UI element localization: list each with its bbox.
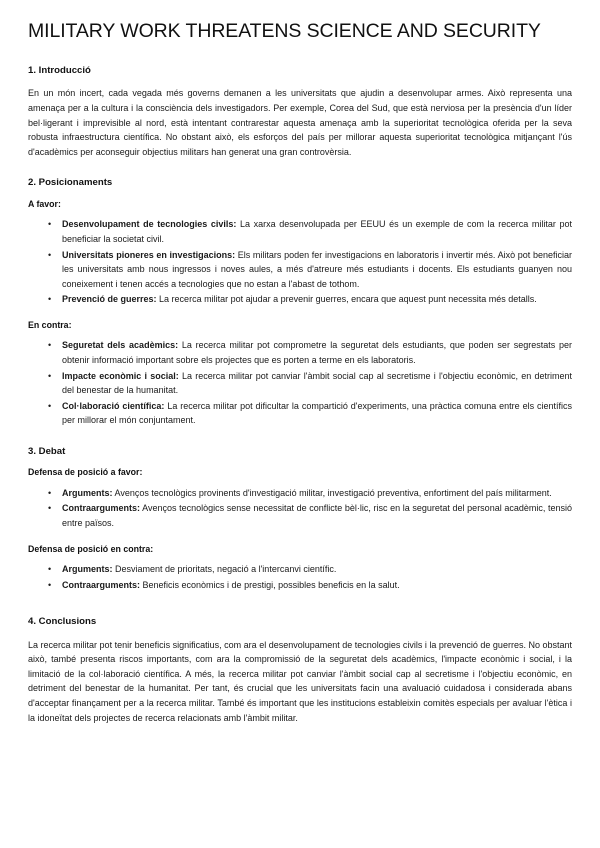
list-item-text: Els militars poden fer investigacions en laboratoris i invertir més. Això pot beneficiar les universitats amb nous ingressos i noves aules, a més d'atreure més estudiants i docents. Els estudiants guanyen nou coneixement i tenen accés a tecnologies que no estan a l'abast de tothom. <box>62 249 572 289</box>
list-item <box>28 338 572 367</box>
section-heading-conclusions: 4. Conclusions <box>28 616 97 628</box>
list-item-text: La recerca militar pot dificultar la compartició d'experiments, una pràctica comuna entre els científics per millorar el món conjuntament. <box>62 400 572 426</box>
list-item-text: La recerca militar pot canviar l'àmbit social cap al secretisme i l'objectiu econòmic, en detriment del benestar de la humanitat. <box>62 370 572 396</box>
list-item <box>28 217 572 246</box>
list-item-text: Avenços tecnològics sense necessitat de conflicte bèl·lic, risc en la seguretat del personal acadèmic, tensió entre països. <box>62 503 572 528</box>
list-item <box>28 501 572 530</box>
section-heading-posicionaments: 2. Posicionaments <box>28 177 113 189</box>
paragraph-conclusions: La recerca militar pot tenir beneficis significatius, com ara el desenvolupament de tecnologies civils i la prevenció de guerres. No obstant això, també presenta riscos importants, com ara la compromissió de la seguretat dels acadèmics, l'impacte econòmic i social, i la limitació de la col·laboració científica. A més, la recerca militar pot canviar l'àmbit social cap al secretisme i l'objectiu econòmic, en detriment del benestar de la humanitat. Per tant, és crucial que les universitats facin una avaluació cuidadosa i considerada abans d'acceptar finançament per a la recerca militar. També és important que les institucions estableixin comitès especials per avaluar l'ètica i la idoneïtat dels projectes de recerca relacionats amb l'àmbit militar. <box>28 639 572 723</box>
list-item <box>28 292 572 307</box>
list-item-term: Arguments: <box>62 487 113 498</box>
list-item-text: Avenços tecnològics provinents d'investigació militar, investigació preventiva, enfortiment del país militarment. <box>112 487 552 498</box>
subheading-a-favor: A favor: <box>28 198 61 209</box>
list-posicionaments-en-contra <box>28 338 572 428</box>
list-item-term: Contraarguments: <box>62 579 141 590</box>
list-item <box>28 578 572 593</box>
list-item-term: Prevenció de guerres: <box>62 294 157 305</box>
subheading-en-contra: En contra: <box>28 319 72 330</box>
section-heading-debat: 3. Debat <box>28 445 66 457</box>
list-item-term: Col·laboració científica: <box>62 400 165 411</box>
list-item-term: Arguments: <box>62 563 113 574</box>
list-item <box>28 562 572 577</box>
list-item <box>28 369 572 398</box>
list-item-term: Desenvolupament de tecnologies civils: <box>62 219 237 230</box>
subheading-defensa-en-contra: Defensa de posició en contra: <box>28 543 154 554</box>
subheading-defensa-a-favor: Defensa de posició a favor: <box>28 467 143 478</box>
list-item <box>28 399 572 428</box>
list-item-term: Seguretat dels acadèmics: <box>62 340 179 351</box>
page-title: MILITARY WORK THREATENS SCIENCE AND SECURITY <box>28 20 541 42</box>
list-debat-a-favor <box>28 486 572 531</box>
list-item-text: La recerca militar pot ajudar a prevenir guerres, encara que aquest punt necessita més detalls. <box>156 294 537 305</box>
list-item-term: Contraarguments: <box>62 503 141 514</box>
list-item-term: Universitats pioneres en investigacions: <box>62 249 236 260</box>
list-item-term: Impacte econòmic i social: <box>62 370 179 381</box>
list-item <box>28 248 572 292</box>
list-item-text: Desviament de prioritats, negació a l'intercanvi científic. <box>112 563 337 574</box>
paragraph-introduccio: En un món incert, cada vegada més governs demanen a les universitats que ajudin a desenvolupar armes. Això representa una amenaça per a la cultura i la consciència dels investigadors. Per exemple, Corea del Sud, que està nerviosa per la presència d'un líder bel·ligerant i imprevisible al nord, està intentant contrarestar aquesta amenaça amb la superioritat tecnològica oferida per la seva robusta infraestructura científica. No obstant això, els esforços del país per millorar aquesta superioritat tecnològica mitjançant l'ús d'acadèmics per aconseguir objectius militars han generat una gran controvèrsia. <box>28 88 572 157</box>
list-item-text: La recerca militar pot comprometre la seguretat dels estudiants, que poden ser segrestats per obtenir informació important sobre els projectes que es porten a terme en els laboratoris. <box>62 340 572 365</box>
list-debat-en-contra <box>28 562 572 592</box>
section-heading-introduccio: 1. Introducció <box>28 65 91 76</box>
list-item <box>28 486 572 501</box>
list-posicionaments-a-favor <box>28 217 572 307</box>
list-item-text: Beneficis econòmics i de prestigi, possibles beneficis en la salut. <box>140 579 400 590</box>
list-item-text: La xarxa desenvolupada per EEUU és un exemple de com la recerca militar pot beneficiar la societat civil. <box>62 219 572 244</box>
